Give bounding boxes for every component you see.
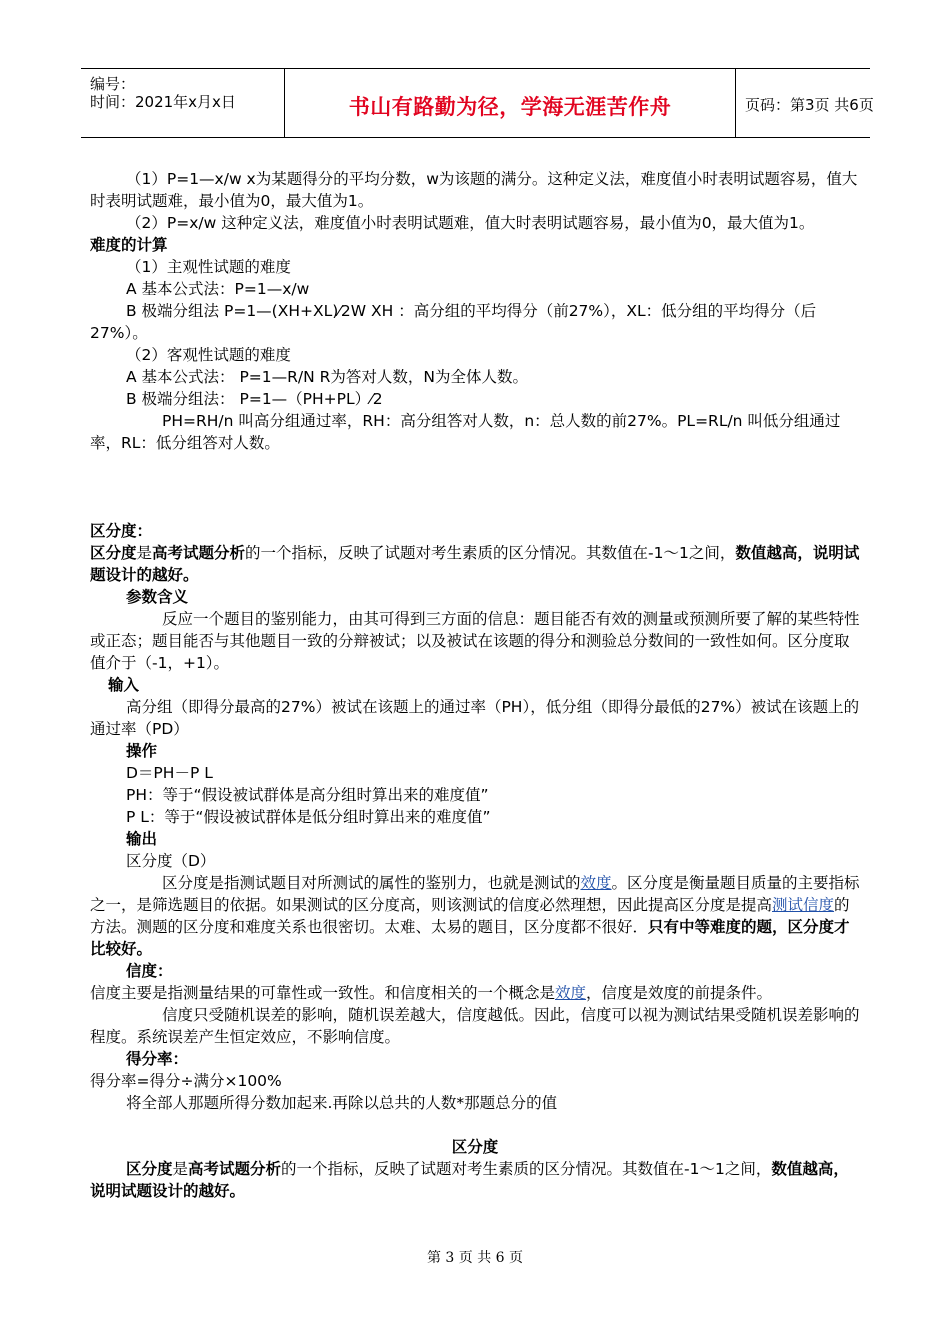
text-span: 的一个指标，反映了试题对考生素质的区分情况。其数值在-1～1之间， [281, 1160, 772, 1178]
term-exam-analysis: 高考试题分析 [188, 1160, 282, 1178]
discrimination-intro-2 [90, 1158, 860, 1202]
score-rate-heading: 得分率： [126, 1050, 189, 1068]
operation-pl: P L：等于“假设被试群体是低分组时算出来的难度值” [126, 808, 491, 826]
text-span: 的方法。测题的区分度和难度关系也很密切。太难、太易的题目，区分度都不很好． [90, 896, 850, 936]
definition-1: （1）P=1—x/w x为某题得分的平均分数，w为该题的满分。这种定义法，难度值小时表明试题容易，值大时表明试题难，最小值为0，最大值为1。 [90, 170, 858, 210]
meaning-heading: 参数含义 [126, 588, 189, 606]
header-table [81, 68, 874, 138]
emphasis-text: 只有中等难度的题，区分度才比较好。 [90, 918, 850, 958]
operation-heading: 操作 [126, 742, 158, 760]
term-exam-analysis: 高考试题分析 [152, 544, 246, 562]
calc-heading: 难度的计算 [90, 236, 168, 254]
text-span: ，信度是效度的前提条件。 [586, 984, 773, 1002]
number-label: 编号： [90, 75, 136, 93]
subjective-formula-a: A 基本公式法：P=1—x/w [126, 280, 310, 298]
output-heading: 输出 [126, 830, 158, 848]
date-label: 时间：2021年x月x日 [90, 93, 236, 111]
text-span: 信度主要是指测量结果的可靠性或一致性。和信度相关的一个概念是 [90, 984, 556, 1002]
header-motto-cell [284, 69, 736, 137]
discrimination-heading-2: 区分度 [451, 1138, 499, 1156]
subjective-heading: （1）主观性试题的难度 [126, 258, 291, 276]
output-text: 区分度（D） [126, 852, 216, 870]
subjective-formula-b: B 极端分组法 P=1—(XH+XL)⁄2W XH ：高分组的平均得分（前27%），XL：低分组的平均得分（后27%）。 [90, 302, 817, 342]
text-span: 是 [136, 544, 153, 562]
test-reliability-link[interactable]: 测试信度 [772, 896, 835, 914]
input-text: 高分组（即得分最高的27%）被试在该题上的通过率（PH），低分组（即得分最低的27%）被试在该题上的通过率（PD） [90, 698, 860, 738]
spacer [90, 1114, 860, 1136]
objective-heading: （2）客观性试题的难度 [126, 346, 291, 364]
operation-ph: PH：等于“假设被试群体是高分组时算出来的难度值” [126, 786, 489, 804]
text-span: 的一个指标，反映了试题对考生素质的区分情况。其数值在-1～1之间， [245, 544, 736, 562]
reliability-text [90, 982, 860, 1004]
term-discrimination: 区分度 [126, 1160, 173, 1178]
discrimination-heading: 区分度： [90, 522, 153, 540]
header-left-cell [81, 69, 284, 137]
text-span: 。区分度是衡量题目质量的主要指标之一，是筛选题目的依据。如果测试的区分度高，则该测试的信度必然理想，因此提高区分度是提高 [90, 874, 860, 914]
discrimination-intro [90, 542, 860, 586]
document-body [90, 168, 860, 1202]
page-footer: 第 3 页 共 6 页 [426, 1250, 524, 1266]
emphasis-text: 数值越高，说明试题设计的越好。 [90, 544, 860, 584]
validity-link-2[interactable]: 效度 [555, 984, 587, 1002]
score-rate-text: 将全部人那题所得分数加起来.再除以总共的人数*那题总分的值 [126, 1094, 558, 1112]
validity-link[interactable]: 效度 [580, 874, 612, 892]
objective-formula-detail: PH=RH/n 叫高分组通过率，RH：高分组答对人数，n：总人数的前27%。PL=RL/n 叫低分组通过率，RL：低分组答对人数。 [90, 412, 841, 452]
input-heading: 输入 [108, 676, 140, 694]
meaning-text: 反应一个题目的鉴别能力，由其可得到三方面的信息：题目能否有效的测量或预测所要了解的某些特性或正态；题目能否与其他题目一致的分辩被试；以及被试在该题的得分和测验总分数间的一致性如何。区分度取值介于（-1，+1）。 [90, 610, 860, 672]
spacer [90, 454, 860, 520]
objective-formula-a: A 基本公式法： P=1—R/N R为答对人数，N为全体人数。 [126, 368, 529, 386]
reliability-heading: 信度： [126, 962, 173, 980]
header-page-cell [735, 69, 874, 137]
discrimination-detail [90, 872, 860, 960]
emphasis-text: 数值越高，说明试题设计的越好。 [90, 1160, 849, 1200]
page-number-label: 页码：第3页 共6页 [745, 96, 874, 114]
definition-2: （2）P=x/w 这种定义法，难度值小时表明试题难，值大时表明试题容易，最小值为0，最大值为1。 [126, 214, 815, 232]
objective-formula-b: B 极端分组法： P=1—（PH+PL）⁄2 [126, 390, 383, 408]
operation-formula: D＝PH－P L [126, 764, 213, 782]
term-discrimination: 区分度 [90, 544, 137, 562]
text-span: 是 [172, 1160, 189, 1178]
text-span: 区分度是指测试题目对所测试的属性的鉴别力，也就是测试的 [162, 874, 581, 892]
reliability-detail: 信度只受随机误差的影响，随机误差越大，信度越低。因此，信度可以视为测试结果受随机误差影响的程度。系统误差产生恒定效应，不影响信度。 [90, 1006, 860, 1046]
motto: 书山有路勤为径，学海无涯苦作舟 [348, 94, 672, 119]
score-rate-formula: 得分率=得分÷满分×100% [90, 1072, 282, 1090]
